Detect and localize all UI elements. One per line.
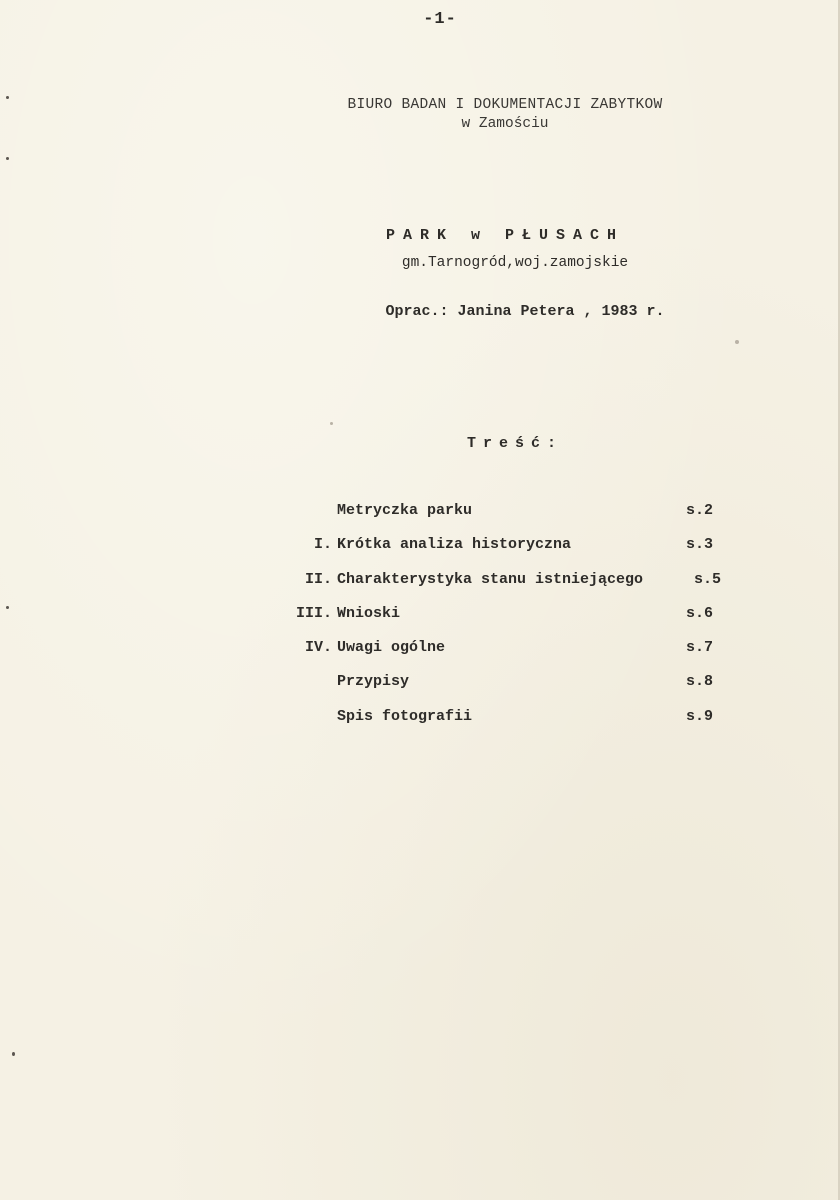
paper-speck [735, 340, 739, 344]
toc-item-page: s.2 [686, 502, 714, 519]
toc-item-numeral: I. [313, 536, 332, 554]
page-number: -1- [423, 10, 457, 29]
document-title: PARK w PŁUSACH [385, 227, 625, 244]
toc-item-title: Metryczka parku [337, 502, 473, 519]
paper-speck [6, 96, 9, 99]
toc-item-page: s.5 [694, 570, 722, 588]
toc-heading: Treść: [466, 435, 563, 452]
toc-item-page: s.6 [686, 604, 714, 622]
toc-item-page: s.8 [686, 673, 714, 691]
toc-item [270, 708, 750, 742]
toc-item [270, 536, 750, 570]
toc-item-title: Uwagi ogólne [337, 639, 446, 657]
toc-item-page: s.3 [686, 536, 714, 554]
toc-item [270, 673, 750, 707]
document-author: Oprac.: Janina Petera , 1983 r. [385, 303, 665, 320]
paper-speck [6, 157, 9, 160]
toc-item-title: Charakterystyka stanu istniejącego [337, 570, 644, 588]
institution-city: w Zamościu [461, 116, 549, 132]
toc-item-numeral: III. [295, 604, 332, 622]
toc-item-numeral: IV. [304, 639, 332, 657]
toc-item-page: s.7 [686, 639, 714, 657]
toc-item [270, 571, 750, 605]
toc-item-title: Wnioski [337, 604, 401, 622]
institution-name: BIURO BADAN I DOKUMENTACJI ZABYTKOW [347, 97, 663, 113]
toc-item-page: s.9 [686, 707, 714, 725]
toc-item-title: Spis fotografii [337, 707, 473, 725]
document-location: gm.Tarnogród,woj.zamojskie [401, 255, 629, 271]
toc-item-title: Krótka analiza historyczna [337, 536, 572, 554]
toc-item [270, 502, 750, 536]
toc-item [270, 639, 750, 673]
toc-item-numeral: II. [304, 570, 332, 588]
table-of-contents [270, 502, 750, 742]
toc-item [270, 605, 750, 639]
paper-speck [330, 422, 333, 425]
paper-speck [6, 606, 9, 609]
paper-speck [12, 1052, 15, 1056]
toc-item-title: Przypisy [337, 673, 410, 691]
